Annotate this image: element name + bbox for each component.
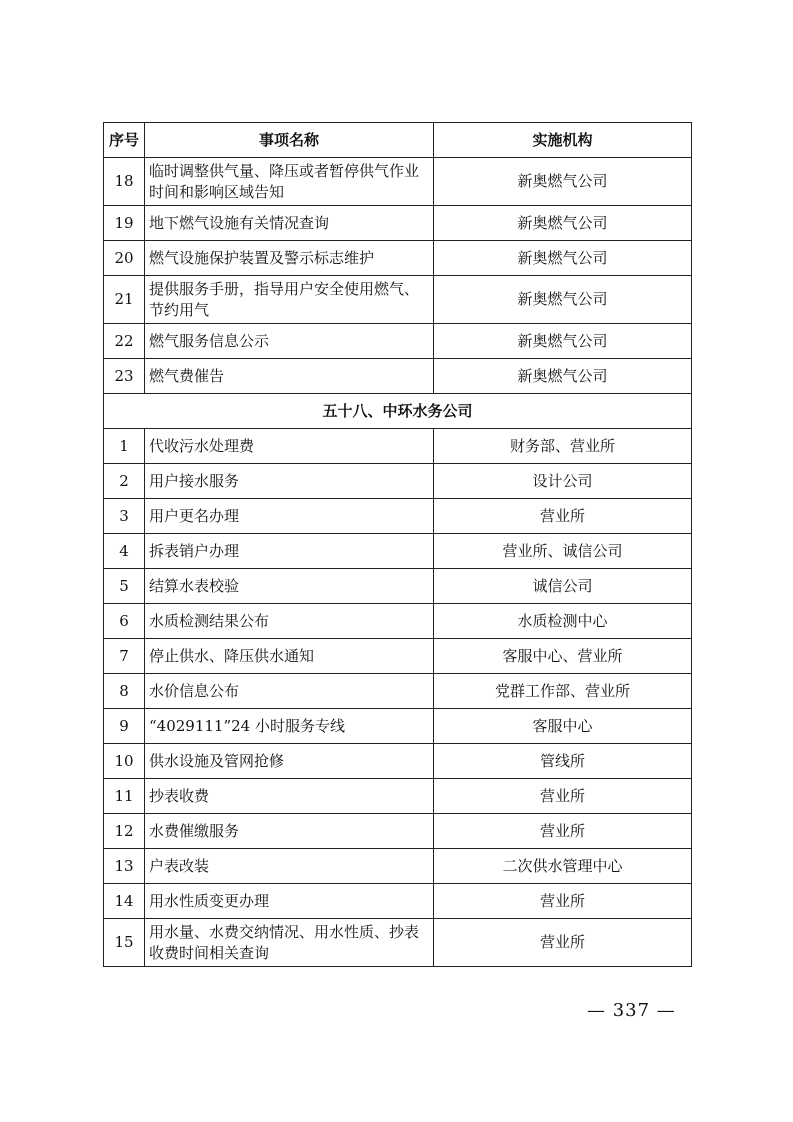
row-agency: 营业所 xyxy=(434,884,692,919)
row-item-name: 结算水表校验 xyxy=(145,569,434,604)
table-row xyxy=(104,674,692,709)
row-number: 21 xyxy=(104,276,145,324)
row-item-name: 地下燃气设施有关情况查询 xyxy=(145,206,434,241)
table-row xyxy=(104,359,692,394)
table-row xyxy=(104,814,692,849)
row-agency: 营业所 xyxy=(434,499,692,534)
row-agency: 营业所 xyxy=(434,779,692,814)
table-row xyxy=(104,241,692,276)
row-item-name: 用户接水服务 xyxy=(145,464,434,499)
row-number: 2 xyxy=(104,464,145,499)
row-agency: 营业所 xyxy=(434,814,692,849)
row-item-name: 户表改装 xyxy=(145,849,434,884)
row-number: 4 xyxy=(104,534,145,569)
row-agency: 二次供水管理中心 xyxy=(434,849,692,884)
row-item-name: 供水设施及管网抢修 xyxy=(145,744,434,779)
row-agency: 新奥燃气公司 xyxy=(434,276,692,324)
row-number: 14 xyxy=(104,884,145,919)
table-header-row xyxy=(104,123,692,158)
row-number: 6 xyxy=(104,604,145,639)
table-row xyxy=(104,884,692,919)
row-item-name: 停止供水、降压供水通知 xyxy=(145,639,434,674)
header-item-name: 事项名称 xyxy=(145,123,434,158)
row-number: 18 xyxy=(104,158,145,206)
row-number: 3 xyxy=(104,499,145,534)
row-agency: 客服中心 xyxy=(434,709,692,744)
row-number: 19 xyxy=(104,206,145,241)
row-agency: 新奥燃气公司 xyxy=(434,206,692,241)
row-agency: 营业所 xyxy=(434,919,692,967)
row-number: 7 xyxy=(104,639,145,674)
row-agency: 水质检测中心 xyxy=(434,604,692,639)
table-row xyxy=(104,206,692,241)
table-row xyxy=(104,919,692,967)
row-number: 22 xyxy=(104,324,145,359)
row-number: 9 xyxy=(104,709,145,744)
row-number: 20 xyxy=(104,241,145,276)
row-number: 12 xyxy=(104,814,145,849)
table-row xyxy=(104,849,692,884)
row-agency: 财务部、营业所 xyxy=(434,429,692,464)
header-implementing-agency: 实施机构 xyxy=(434,123,692,158)
row-agency: 党群工作部、营业所 xyxy=(434,674,692,709)
row-number: 1 xyxy=(104,429,145,464)
row-item-name: 水价信息公布 xyxy=(145,674,434,709)
table-row xyxy=(104,779,692,814)
table-row xyxy=(104,534,692,569)
table-row xyxy=(104,569,692,604)
gas-company-rows xyxy=(104,158,692,394)
row-item-name: 水费催缴服务 xyxy=(145,814,434,849)
table-row xyxy=(104,324,692,359)
section-title: 五十八、中环水务公司 xyxy=(104,394,692,429)
row-item-name: 提供服务手册，指导用户安全使用燃气、节约用气 xyxy=(145,276,434,324)
row-item-name: 燃气设施保护装置及警示标志维护 xyxy=(145,241,434,276)
row-item-name: 拆表销户办理 xyxy=(145,534,434,569)
row-agency: 诚信公司 xyxy=(434,569,692,604)
service-items-table xyxy=(103,122,692,967)
row-number: 11 xyxy=(104,779,145,814)
row-agency: 新奥燃气公司 xyxy=(434,241,692,276)
row-agency: 新奥燃气公司 xyxy=(434,324,692,359)
table-row xyxy=(104,276,692,324)
table-row xyxy=(104,464,692,499)
row-item-name: 水质检测结果公布 xyxy=(145,604,434,639)
row-item-name: 燃气服务信息公示 xyxy=(145,324,434,359)
row-number: 5 xyxy=(104,569,145,604)
row-item-name: 用水性质变更办理 xyxy=(145,884,434,919)
row-item-name: 临时调整供气量、降压或者暂停供气作业时间和影响区域告知 xyxy=(145,158,434,206)
row-agency: 设计公司 xyxy=(434,464,692,499)
header-serial-number: 序号 xyxy=(104,123,145,158)
table-row xyxy=(104,709,692,744)
row-item-name: 用水量、水费交纳情况、用水性质、抄表收费时间相关查询 xyxy=(145,919,434,967)
row-agency: 客服中心、营业所 xyxy=(434,639,692,674)
table-row xyxy=(104,604,692,639)
page-number: — 337 — xyxy=(587,1000,676,1021)
table-row xyxy=(104,744,692,779)
table-row xyxy=(104,499,692,534)
row-agency: 新奥燃气公司 xyxy=(434,359,692,394)
row-item-name: 用户更名办理 xyxy=(145,499,434,534)
row-number: 8 xyxy=(104,674,145,709)
row-agency: 营业所、诚信公司 xyxy=(434,534,692,569)
row-number: 10 xyxy=(104,744,145,779)
row-agency: 管线所 xyxy=(434,744,692,779)
row-number: 15 xyxy=(104,919,145,967)
row-item-name: 代收污水处理费 xyxy=(145,429,434,464)
table-row xyxy=(104,158,692,206)
row-item-name: 燃气费催告 xyxy=(145,359,434,394)
water-company-rows xyxy=(104,429,692,967)
row-item-name: “4029111”24 小时服务专线 xyxy=(145,709,434,744)
row-number: 23 xyxy=(104,359,145,394)
section-header xyxy=(104,394,692,429)
table-row xyxy=(104,639,692,674)
row-item-name: 抄表收费 xyxy=(145,779,434,814)
section-row xyxy=(104,394,692,429)
table-row xyxy=(104,429,692,464)
row-number: 13 xyxy=(104,849,145,884)
row-agency: 新奥燃气公司 xyxy=(434,158,692,206)
